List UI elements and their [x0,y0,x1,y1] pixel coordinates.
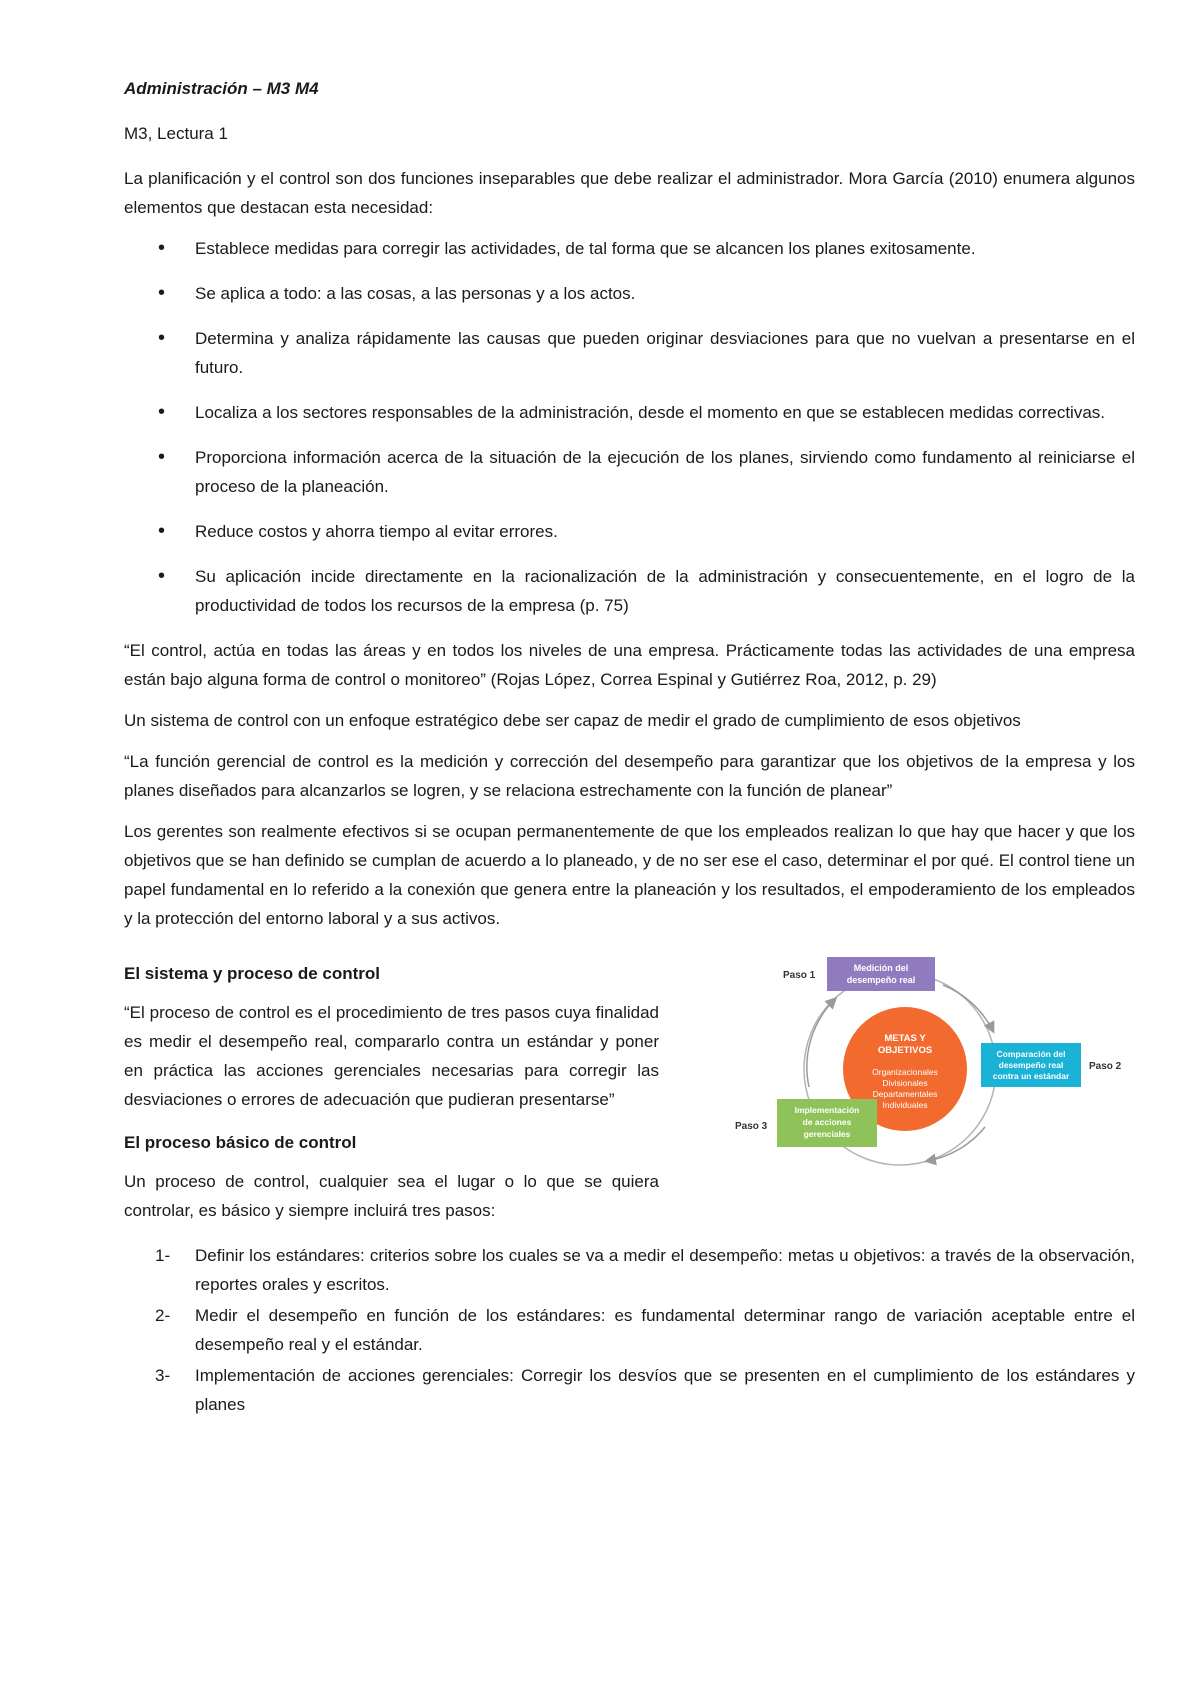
step3-box-line: de acciones [802,1117,852,1127]
step1-box-line: desempeño real [846,975,916,985]
center-item: Departamentales [872,1089,938,1099]
step-number: 1- [155,1246,171,1265]
step2-label: Paso 2 [1089,1061,1122,1072]
list-item: • Proporciona información acerca de la situación de la ejecución de los planes, sirviendo como fundamento al reiniciarse el proceso de la planeación. [195,443,1135,501]
center-title-line: METAS Y [884,1033,926,1044]
document-page [124,74,1135,1421]
steps-list [124,1241,1135,1419]
quote-paragraph: “El control, actúa en todas las áreas y en todos los niveles de una empresa. Prácticamente todas las actividades de una empresa están bajo alguna forma de control o monitoreo” (Rojas López, Correa Espinal y Gutiérrez Roa, 2012, p. 29) [124,641,1135,689]
step2-box-line: contra un estándar [992,1071,1070,1081]
step-text: Definir los estándares: criterios sobre los cuales se va a medir el desempeño: metas u objetivos: a través de la observación, reportes orales y escritos. [195,1246,1135,1294]
step2-box-line: Comparación del [996,1049,1066,1059]
center-item: Organizacionales [872,1067,938,1077]
step2-box-line: desempeño real [998,1060,1064,1070]
center-item: Divisionales [882,1078,928,1088]
arrow-icon [807,999,835,1087]
section-heading: El sistema y proceso de control [124,964,381,983]
body-paragraph: Los gerentes son realmente efectivos si se ocupan permanentemente de que los empleados realizan lo que hay que hacer y que los objetivos que se han definido se cumplan de acuerdo a lo planeado, y de no ser ese el caso, determinar el por qué. El control tiene un papel fundamental en lo referido a la conexión que genera entre la planeación y los resultados, el empoderamiento de los empleados y la protección del entorno laboral y a sus activos. [124,822,1135,928]
list-item [155,1241,1135,1299]
control-section [124,945,1135,1235]
list-item [155,1361,1135,1419]
body-paragraph: Un sistema de control con un enfoque estratégico debe ser capaz de medir el grado de cumplimiento de esos objetivos [124,711,1021,730]
intro-paragraph: La planificación y el control son dos funciones inseparables que debe realizar el administrador. Mora García (2010) enumera algunos elementos que destacan esta necesidad: [124,169,1135,217]
control-process-diagram [695,947,1125,1192]
step3-box-line: Implementación [794,1105,860,1115]
center-item: Individuales [882,1100,928,1110]
list-item: • Reduce costos y ahorra tiempo al evitar errores. [195,517,1135,546]
step-number: 3- [155,1366,171,1385]
center-title-line: OBJETIVOS [877,1045,933,1056]
list-item [155,1301,1135,1359]
step1-label: Paso 1 [783,970,816,981]
step1-box-line: Medición del [853,963,909,973]
lecture-label: M3, Lectura 1 [124,124,228,143]
quote-paragraph: “La función gerencial de control es la medición y corrección del desempeño para garantizar que los objetivos de la empresa y los planes diseñados para alcanzarlos se logren, y se relaciona estrechamente con la función de planear” [124,752,1135,800]
step3-label: Paso 3 [735,1121,768,1132]
list-item: • Determina y analiza rápidamente las causas que pueden originar desviaciones para que no vuelvan a presentarse en el futuro. [195,324,1135,382]
step-text: Medir el desempeño en función de los estándares: es fundamental determinar rango de variación aceptable entre el desempeño real y el estándar. [195,1306,1135,1354]
body-paragraph: Un proceso de control, cualquier sea el lugar o lo que se quiera controlar, es básico y siempre incluirá tres pasos: [124,1172,659,1220]
arrow-icon [927,1127,985,1161]
control-section-text [124,945,659,1235]
section-heading: El proceso básico de control [124,1133,357,1152]
list-item: • Establece medidas para corregir las actividades, de tal forma que se alcancen los planes exitosamente. [195,234,1135,263]
step-text: Implementación de acciones gerenciales: Corregir los desvíos que se presenten en el cumplimiento de los estándares y planes [195,1366,1135,1414]
step-number: 2- [155,1306,171,1325]
document-title: Administración – M3 M4 [124,79,319,98]
quote-paragraph: “El proceso de control es el procedimiento de tres pasos cuya finalidad es medir el desempeño real, compararlo contra un estándar y poner en práctica las acciones gerenciales necesarias para corregir las desviaciones o errores de adecuación que pudieran presentarse” [124,1003,659,1109]
step3-box-line: gerenciales [803,1129,851,1139]
list-item: • Localiza a los sectores responsables de la administración, desde el momento en que se establecen medidas correctivas. [195,398,1135,427]
bullet-list [124,234,1135,620]
list-item: • Su aplicación incide directamente en la racionalización de la administración y consecuentemente, en el logro de la productividad de todos los recursos de la empresa (p. 75) [195,562,1135,620]
list-item: • Se aplica a todo: a las cosas, a las personas y a los actos. [195,279,1135,308]
